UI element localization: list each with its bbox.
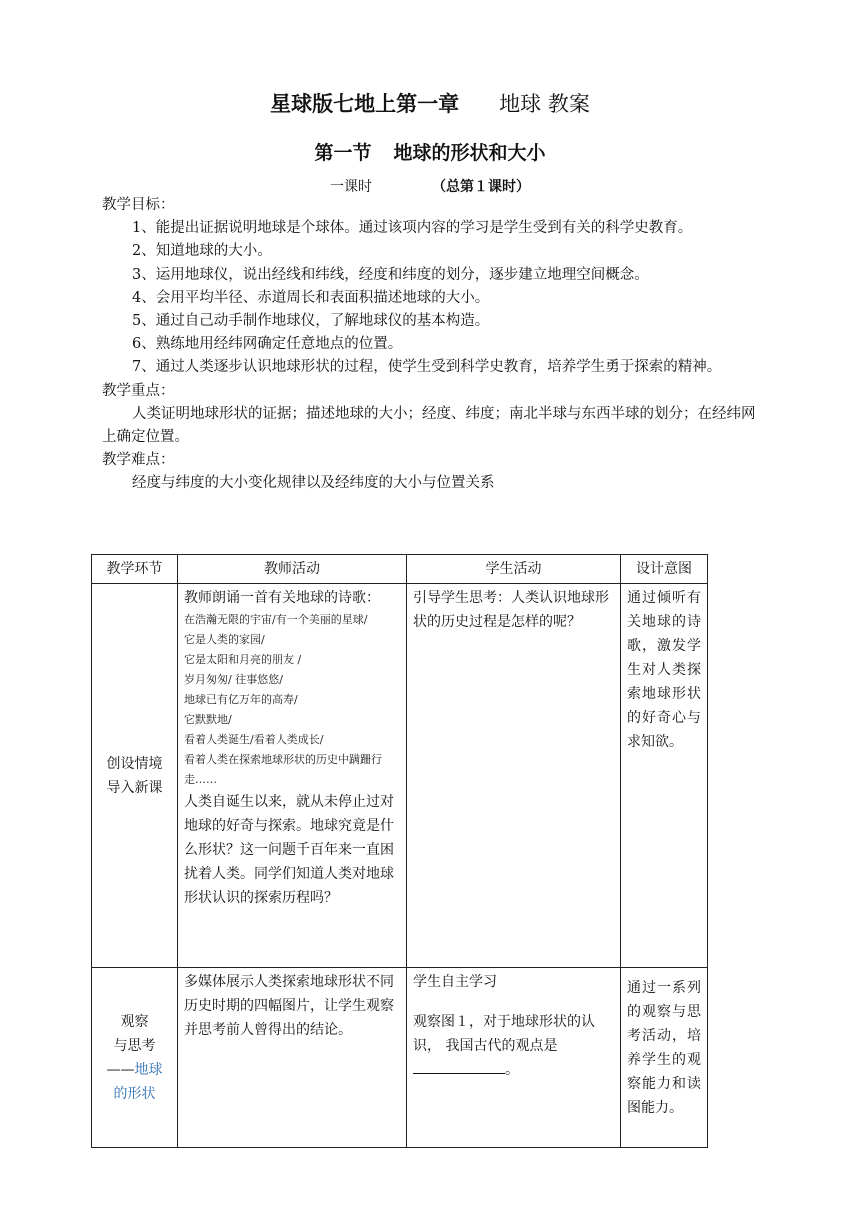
- answer-blank: [413, 1073, 505, 1074]
- stage-label: 与思考: [113, 1037, 156, 1054]
- teacher-cell: [178, 968, 407, 1148]
- difficulties-text: 经度与纬度的大小变化规律以及经纬度的大小与位置关系: [132, 475, 495, 492]
- table-row: [92, 968, 708, 1148]
- header-stage: 教学环节: [92, 555, 178, 584]
- poem-line: 它是人类的家园/: [184, 633, 265, 646]
- stage-label: 创设情境: [106, 755, 163, 772]
- doc-title-main: 星球版七地上第一章: [270, 92, 460, 116]
- poem-line: 岁月匆匆/ 往事悠悠/: [184, 673, 283, 686]
- table-header-row: [92, 555, 708, 584]
- objective-item: 5、通过自己动手制作地球仪，了解地球仪的基本构造。: [132, 313, 490, 330]
- student-question: 观察图１，对于地球形状的认识， 我国古代的观点是。: [413, 1014, 595, 1078]
- objective-item: 7、通过人类逐步认识地球形状的过程，使学生受到科学史教育，培养学生勇于探索的精神。: [132, 359, 722, 376]
- header-intent: 设计意图: [621, 555, 708, 584]
- poem-line: 在浩瀚无限的宇宙/有一个美丽的星球/: [184, 613, 368, 626]
- stage-link[interactable]: 的形状: [113, 1085, 156, 1102]
- key-points-text: 人类证明地球形状的证据；描述地球的大小；经度、纬度；南北半球与东西半球的划分；在经纬网上确定位置。: [102, 405, 756, 446]
- poem: [184, 610, 400, 790]
- objective-item: 4、会用平均半径、赤道周长和表面积描述地球的大小。: [132, 289, 490, 306]
- table-row: [92, 584, 708, 968]
- teacher-intro: 教师朗诵一首有关地球的诗歌：: [184, 590, 380, 606]
- student-title: 学生自主学习: [413, 974, 497, 990]
- teacher-text: 人类自诞生以来，就从未停止过对地球的好奇与探索。地球究竟是什么形状？这一问题千百年来一直困扰着人类。同学们知道人类对地球形状认识的探索历程吗？: [184, 794, 394, 906]
- teacher-cell: [178, 584, 407, 968]
- difficulties-label: 教学难点：: [102, 452, 175, 469]
- intent-text: 通过倾听有关地球的诗歌，激发学生对人类探索地球形状的好奇心与求知欲。: [627, 590, 701, 750]
- section-number: 第一节: [314, 142, 372, 164]
- period-count: 一课时: [330, 179, 372, 195]
- lesson-body: [102, 194, 762, 496]
- student-text: 引导学生思考：人类认识地球形状的历史过程是怎样的呢？: [413, 590, 609, 630]
- objective-item: 1、能提出证据说明地球是个球体。通过该项内容的学习是学生受到有关的科学史教育。: [132, 220, 693, 237]
- objective-item: 2、知道地球的大小。: [132, 243, 272, 260]
- intent-text: 通过一系列的观察与思考活动，培养学生的观察能力和读图能力。: [627, 980, 701, 1116]
- objectives-label: 教学目标：: [102, 197, 175, 213]
- stage-cell: [92, 584, 178, 968]
- objective-item: 6、熟练地用经纬网确定任意地点的位置。: [132, 336, 403, 353]
- intent-cell: [621, 584, 708, 968]
- lesson-period: [0, 176, 860, 196]
- doc-title-tail: 地球 教案: [499, 92, 590, 116]
- poem-line: 看着人类在探索地球形状的历史中蹒跚行走……: [184, 753, 382, 786]
- lesson-table: [91, 554, 708, 1148]
- poem-line: 看着人类诞生/看着人类成长/: [184, 733, 324, 746]
- objective-item: 3、运用地球仪，说出经线和纬线，经度和纬度的划分，逐步建立地理空间概念。: [132, 266, 649, 283]
- intent-cell: [621, 968, 708, 1148]
- poem-line: 地球已有亿万年的高寿/: [184, 693, 298, 706]
- student-cell: [407, 968, 621, 1148]
- doc-title: [0, 88, 860, 118]
- teacher-text: 多媒体展示人类探索地球形状不同历史时期的四幅图片，让学生观察并思考前人曾得出的结论。: [184, 974, 394, 1038]
- header-student: 学生活动: [407, 555, 621, 584]
- header-teacher: 教师活动: [178, 555, 407, 584]
- poem-line: 它默默地/: [184, 713, 232, 726]
- stage-cell: [92, 968, 178, 1148]
- stage-label: 观察: [120, 1013, 149, 1030]
- poem-line: 它是太阳和月亮的朋友 /: [184, 653, 302, 666]
- stage-link[interactable]: 地球: [134, 1061, 163, 1078]
- stage-label: ——地球: [106, 1061, 163, 1078]
- stage-label: 导入新课: [106, 779, 163, 796]
- section-name: 地球的形状和大小: [393, 142, 546, 164]
- key-points-label: 教学重点：: [102, 382, 175, 399]
- section-title: [0, 138, 860, 165]
- period-total: （总第１课时）: [432, 179, 530, 195]
- student-cell: [407, 584, 621, 968]
